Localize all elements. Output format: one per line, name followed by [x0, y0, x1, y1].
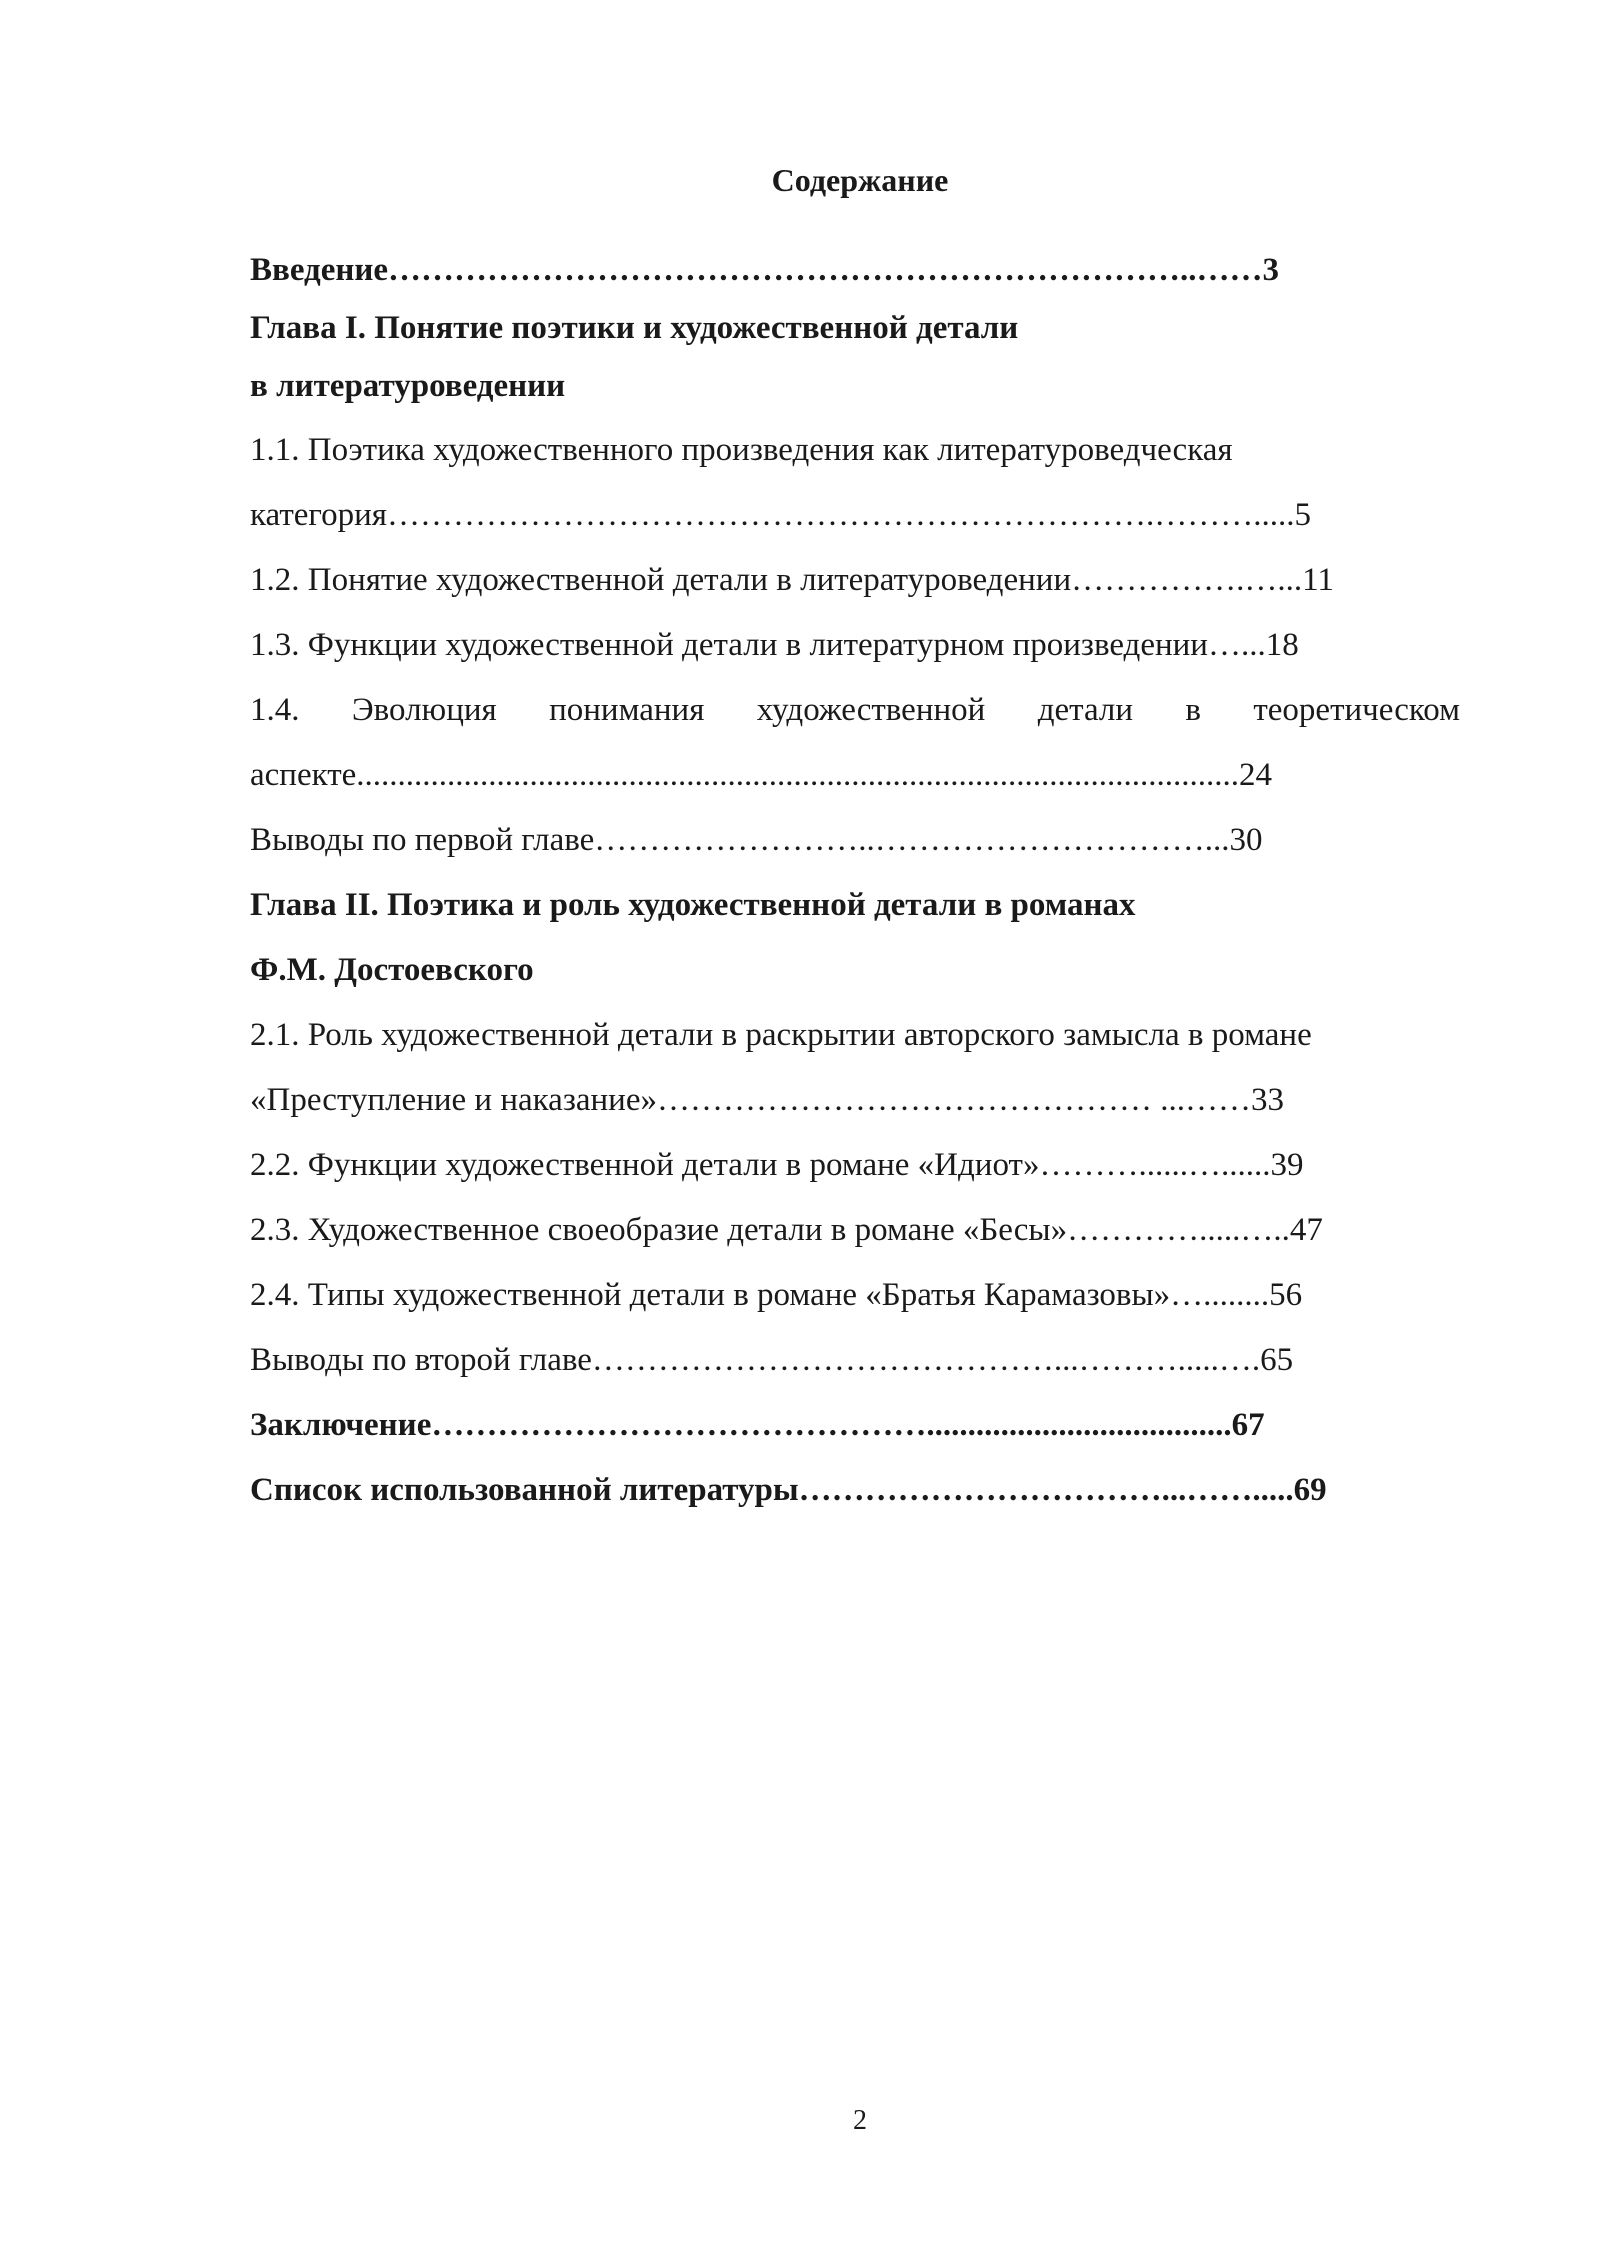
page-number: 2	[853, 2105, 867, 2136]
toc-chapter-1-heading-cont: в литературоведении	[250, 368, 566, 404]
toc-entry-1-4: 1.4. Эволюция понимания художественной детали в теоретическом	[250, 692, 1460, 728]
toc-entry-1-4-cont: аспекте...........................................................................................................24	[250, 757, 1273, 793]
toc-chapter-2-heading: Глава II. Поэтика и роль художественной детали в романах	[250, 887, 1136, 923]
toc-entry-1-1: 1.1. Поэтика художественного произведения как литературоведческая	[250, 432, 1233, 468]
toc-entry-conclusions-2: Выводы по второй главе……………………………………...……….....….65	[250, 1342, 1294, 1378]
toc-chapter-2-heading-cont: Ф.М. Достоевского	[250, 952, 534, 988]
toc-entry-2-3: 2.3. Художественное своеобразие детали в романе «Бесы»………….....…..47	[250, 1212, 1323, 1248]
toc-entry-introduction: Введение………………………………………………………………..……3	[250, 252, 1280, 288]
toc-entry-2-1: 2.1. Роль художественной детали в раскрытии авторского замысла в романе	[250, 1017, 1312, 1053]
toc-entry-2-1-cont: «Преступление и наказание»……………………………………… ...……33	[250, 1082, 1284, 1118]
toc-entry-2-4: 2.4. Типы художественной детали в романе «Братья Карамазовы»…........56	[250, 1277, 1303, 1313]
toc-entry-1-1-cont: категория…………………………………………………………….……….....5	[250, 497, 1311, 533]
toc-entry-conclusions-1: Выводы по первой главе……………………..…………………………...30	[250, 822, 1263, 858]
toc-entry-1-3: 1.3. Функции художественной детали в литературном произведении…...18	[250, 627, 1299, 663]
toc-chapter-1-heading: Глава I. Понятие поэтики и художественной детали	[250, 310, 1019, 346]
toc-entry-bibliography: Список использованной литературы……………………………...…….....69	[250, 1472, 1327, 1508]
toc-title: Содержание	[771, 162, 949, 198]
toc-entry-1-2: 1.2. Понятие художественной детали в литературоведении…………….…...11	[250, 562, 1334, 598]
toc-entry-conclusion: Заключение……………………………………….....................................67	[250, 1407, 1265, 1443]
toc-entry-2-2: 2.2. Функции художественной детали в романе «Идиот»………......…......39	[250, 1147, 1304, 1183]
